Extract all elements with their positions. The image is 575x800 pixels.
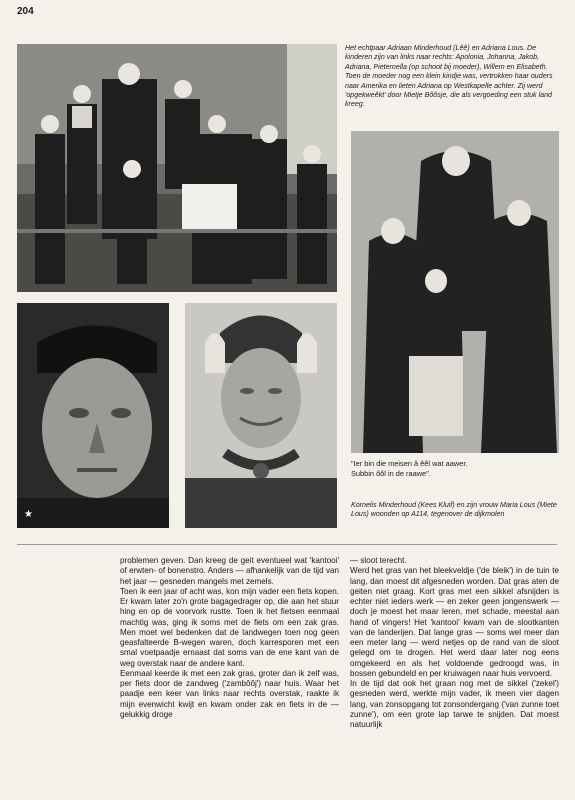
page-number: 204 [17, 6, 34, 17]
man-portrait-photo [17, 303, 169, 528]
family-photo-caption: Het echtpaar Adriaan Minderhoud (Lêê) en Adriana Lous. De kinderen zijn van links naar rechts: Apolonia, Johanna, Jakob, Adriana, Pieternella (op schoot bij moeder), Willem en Elisabeth. Toen de moeder nog een klein kindje was, vertrokken haar ouders naar Amerika en lieten Adriana op Westkapelle achter. Zij werd 'opgekweêkt' door Mietje Bôôsje, die als vergoeding een stuk land kreeg. [345, 44, 553, 109]
quote-line-2: Subbin ôôl in de raawe". [351, 469, 431, 478]
right-paragraph: Werd het gras van het bleekveldje ('de bleik') in de tuin te lang, dan moest dit afgesneden worden. Dat gras aten de geiten niet graag. Kort gras met een sikkel afsnijden is echter niet ieders werk — en zeker geen jongenswerk — doch je moest het maar leren, met schade, meestal aan hand of vingers! Het 'kantooi' kwam van de slootkanten van de landerijen. Dat lange gras — soms wel meer dan een meter lang — werd netjes op de rand van de sloot gelegd om te drogen. Het werd daar later nog eens omgekeerd en als het voldoende gedroogd was, in bossen gebundeld en per kruiwagen naar huis vervoerd. [350, 566, 559, 678]
woman-portrait-photo [185, 303, 337, 528]
left-text-column [120, 556, 339, 720]
mother-daughters-photo [351, 131, 559, 453]
right-paragraph: In de tijd dat ook het graan nog met de sikkel ('zekel') gesneden werd, werkte mijn vader, ik meen vier dagen lang, van zonsopgang tot zonsondergang ('van zunne toet zunne'), om een grote lap tarwe te snijden. Dat moest natuurlijk [350, 679, 559, 729]
right-paragraph: — sloot terecht. [350, 556, 407, 565]
left-paragraph: Toen ik een jaar of acht was, kon mijn vader een fiets kopen. Er kwam later zo'n grote bagagedrager op, die aan het stuur hing en op de voorvork rustte. Toen ik het fietsen eenmaal machtig was, ging ik soms met de fiets om een zak gras. Men moet wel bedenken dat de landwegen toen nog geen geasfalteerde B-wegen waren, doch karresporen met een smal voetpaadje ernaast dat soms van de ene kant van de weg overstak naar de andere kant. [120, 586, 339, 668]
right-text-column [350, 556, 559, 730]
quote-line-1: "Ier bin die meisen â êêl wat aawer. [351, 459, 468, 468]
star-mark: ★ [24, 509, 33, 520]
left-paragraph: Eenmaal keerde ik met een zak gras, groter dan ik zelf was, per fiets door de zandweg ('zambôôj') naar huis. Waar het paadje een keer van links naar rechts overstak, raakte ik mijn evenwicht kwijt en kwam onder zak en fiets in de — gelukkig droge [120, 668, 339, 719]
section-divider [17, 544, 557, 545]
portraits-caption: Kornelis Minderhoud (Kees Kluif) en zijn vrouw Maria Lous (Miete Lous) woonden op A114, tegenover de dijkmolen [351, 501, 557, 519]
family-photo [17, 44, 337, 292]
left-paragraph: problemen geven. Dan kreeg de geit eventueel wat 'kantooi' of erwten- of bonenstro. Anders — afhankelijk van de tijd van het jaar — gesneden mangels met zemels. [120, 556, 339, 586]
